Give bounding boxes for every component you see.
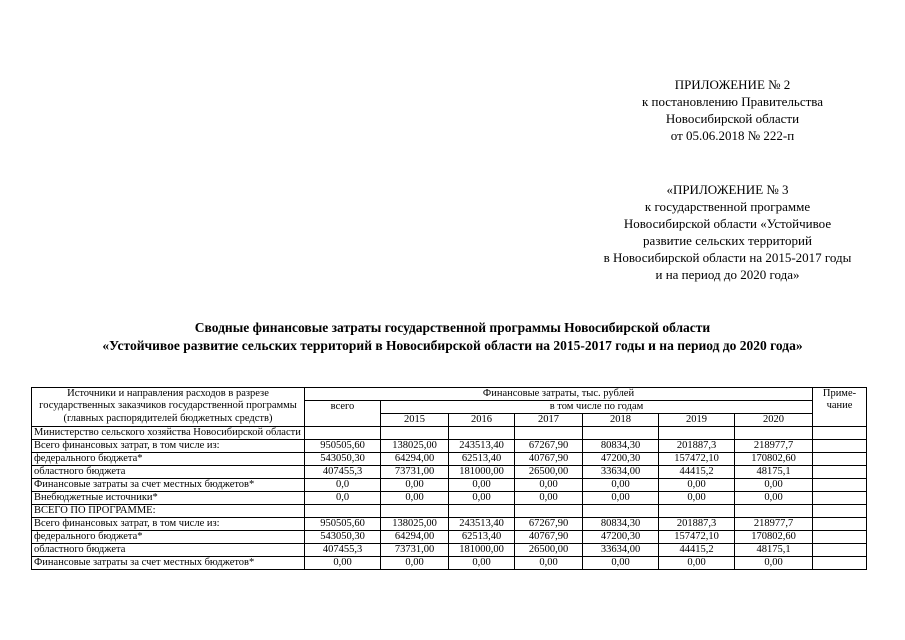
empty-cell	[515, 505, 583, 518]
year-value-cell: 33634,00	[583, 544, 659, 557]
year-value-cell: 0,00	[449, 557, 515, 570]
year-value-cell: 170802,60	[735, 453, 813, 466]
empty-cell	[305, 505, 381, 518]
year-value-cell: 47200,30	[583, 453, 659, 466]
source-column-header: Источники и направления расходов в разрезе государственных заказчиков государственной программы (главных распорядителей бюджетных средств)	[32, 388, 305, 427]
empty-cell	[735, 505, 813, 518]
table-section-row	[32, 427, 867, 440]
document-title-line-2: «Устойчивое развитие сельских территорий в Новосибирской области на 2015-2017 годы и на период до 2020 года»	[102, 338, 803, 353]
year-header: 2020	[735, 414, 813, 427]
year-value-cell: 73731,00	[381, 466, 449, 479]
table-section-row	[32, 505, 867, 518]
total-value-cell: 950505,60	[305, 440, 381, 453]
year-value-cell: 48175,1	[735, 466, 813, 479]
table-body	[32, 427, 867, 570]
year-value-cell: 218977,7	[735, 518, 813, 531]
empty-cell	[735, 427, 813, 440]
year-value-cell: 26500,00	[515, 544, 583, 557]
year-value-cell: 138025,00	[381, 518, 449, 531]
empty-cell	[305, 427, 381, 440]
year-header: 2016	[449, 414, 515, 427]
empty-cell	[583, 505, 659, 518]
row-label: Финансовые затраты за счет местных бюджетов*	[32, 479, 305, 492]
note-cell	[813, 453, 867, 466]
table-row	[32, 479, 867, 492]
table-row	[32, 466, 867, 479]
document-title-line-1: Сводные финансовые затраты государственной программы Новосибирской области	[194, 320, 711, 335]
table-header	[32, 388, 867, 427]
year-value-cell: 0,00	[659, 479, 735, 492]
appendix-3-line: к государственной программе	[644, 199, 811, 214]
year-value-cell: 170802,60	[735, 531, 813, 544]
year-value-cell: 80834,30	[583, 518, 659, 531]
document-title	[20, 319, 885, 355]
empty-cell	[659, 427, 735, 440]
appendix-3-line: «ПРИЛОЖЕНИЕ № 3	[666, 182, 789, 197]
year-header: 2018	[583, 414, 659, 427]
year-value-cell: 0,00	[735, 557, 813, 570]
row-label: Всего финансовых затрат, в том числе из:	[32, 440, 305, 453]
total-value-cell: 543050,30	[305, 453, 381, 466]
empty-cell	[813, 427, 867, 440]
table-row	[32, 518, 867, 531]
total-value-cell: 543050,30	[305, 531, 381, 544]
year-value-cell: 243513,40	[449, 440, 515, 453]
appendix-2-block	[590, 76, 875, 144]
year-header: 2015	[381, 414, 449, 427]
year-value-cell: 0,00	[381, 479, 449, 492]
row-label: Внебюджетные источники*	[32, 492, 305, 505]
year-value-cell: 0,00	[515, 557, 583, 570]
year-value-cell: 138025,00	[381, 440, 449, 453]
row-label: федерального бюджета*	[32, 531, 305, 544]
year-value-cell: 0,00	[735, 479, 813, 492]
empty-cell	[449, 505, 515, 518]
year-value-cell: 47200,30	[583, 531, 659, 544]
year-value-cell: 181000,00	[449, 544, 515, 557]
note-cell	[813, 531, 867, 544]
year-value-cell: 0,00	[381, 557, 449, 570]
empty-cell	[381, 427, 449, 440]
total-value-cell: 0,0	[305, 492, 381, 505]
empty-cell	[515, 427, 583, 440]
year-value-cell: 67267,90	[515, 518, 583, 531]
year-value-cell: 73731,00	[381, 544, 449, 557]
table-row	[32, 440, 867, 453]
year-value-cell: 218977,7	[735, 440, 813, 453]
note-cell	[813, 544, 867, 557]
note-cell	[813, 466, 867, 479]
year-value-cell: 0,00	[515, 492, 583, 505]
row-label: областного бюджета	[32, 544, 305, 557]
total-value-cell: 407455,3	[305, 466, 381, 479]
by-years-header: в том числе по годам	[381, 401, 813, 414]
total-value-cell: 0,0	[305, 479, 381, 492]
year-value-cell: 67267,90	[515, 440, 583, 453]
note-column-header: Приме-чание	[813, 388, 867, 427]
year-value-cell: 157472,10	[659, 453, 735, 466]
total-value-cell: 407455,3	[305, 544, 381, 557]
note-cell	[813, 479, 867, 492]
year-value-cell: 26500,00	[515, 466, 583, 479]
year-value-cell: 0,00	[449, 492, 515, 505]
year-value-cell: 40767,90	[515, 531, 583, 544]
year-value-cell: 0,00	[449, 479, 515, 492]
year-value-cell: 243513,40	[449, 518, 515, 531]
empty-cell	[381, 505, 449, 518]
total-column-header: всего	[305, 401, 381, 427]
appendix-3-line: развитие сельских территорий	[643, 233, 812, 248]
table-row	[32, 531, 867, 544]
table-row	[32, 453, 867, 466]
empty-cell	[449, 427, 515, 440]
year-value-cell: 0,00	[515, 479, 583, 492]
row-label: федерального бюджета*	[32, 453, 305, 466]
year-value-cell: 201887,3	[659, 440, 735, 453]
note-cell	[813, 557, 867, 570]
empty-cell	[659, 505, 735, 518]
appendix-2-line: от 05.06.2018 № 222-п	[670, 128, 795, 143]
table-row	[32, 544, 867, 557]
row-label: Всего финансовых затрат, в том числе из:	[32, 518, 305, 531]
section-title: Министерство сельского хозяйства Новосибирской области	[32, 427, 305, 440]
year-value-cell: 48175,1	[735, 544, 813, 557]
year-value-cell: 44415,2	[659, 466, 735, 479]
year-value-cell: 64294,00	[381, 453, 449, 466]
year-header: 2019	[659, 414, 735, 427]
section-title: ВСЕГО ПО ПРОГРАММЕ:	[32, 505, 305, 518]
appendix-2-line: ПРИЛОЖЕНИЕ № 2	[674, 77, 791, 92]
year-value-cell: 0,00	[659, 492, 735, 505]
table-row	[32, 492, 867, 505]
year-value-cell: 0,00	[583, 492, 659, 505]
appendix-3-line: и на период до 2020 года»	[655, 267, 800, 282]
year-value-cell: 40767,90	[515, 453, 583, 466]
empty-cell	[813, 505, 867, 518]
year-value-cell: 181000,00	[449, 466, 515, 479]
year-value-cell: 44415,2	[659, 544, 735, 557]
empty-cell	[583, 427, 659, 440]
appendix-3-line: Новосибирской области «Устойчивое	[623, 216, 832, 231]
table-row	[32, 557, 867, 570]
year-value-cell: 0,00	[659, 557, 735, 570]
financial-costs-table	[31, 387, 867, 570]
year-value-cell: 0,00	[583, 557, 659, 570]
year-value-cell: 0,00	[735, 492, 813, 505]
row-label: областного бюджета	[32, 466, 305, 479]
year-value-cell: 0,00	[381, 492, 449, 505]
financial-costs-header: Финансовые затраты, тыс. рублей	[305, 388, 813, 401]
note-cell	[813, 492, 867, 505]
year-header: 2017	[515, 414, 583, 427]
total-value-cell: 950505,60	[305, 518, 381, 531]
total-value-cell: 0,00	[305, 557, 381, 570]
year-value-cell: 62513,40	[449, 453, 515, 466]
row-label: Финансовые затраты за счет местных бюджетов*	[32, 557, 305, 570]
year-value-cell: 62513,40	[449, 531, 515, 544]
year-value-cell: 33634,00	[583, 466, 659, 479]
year-value-cell: 64294,00	[381, 531, 449, 544]
appendix-3-block	[575, 181, 880, 283]
appendix-3-line: в Новосибирской области на 2015-2017 годы	[603, 250, 852, 265]
note-cell	[813, 440, 867, 453]
note-cell	[813, 518, 867, 531]
year-value-cell: 80834,30	[583, 440, 659, 453]
appendix-2-line: к постановлению Правительства	[641, 94, 824, 109]
year-value-cell: 157472,10	[659, 531, 735, 544]
year-value-cell: 0,00	[583, 479, 659, 492]
appendix-2-line: Новосибирской области	[665, 111, 800, 126]
year-value-cell: 201887,3	[659, 518, 735, 531]
